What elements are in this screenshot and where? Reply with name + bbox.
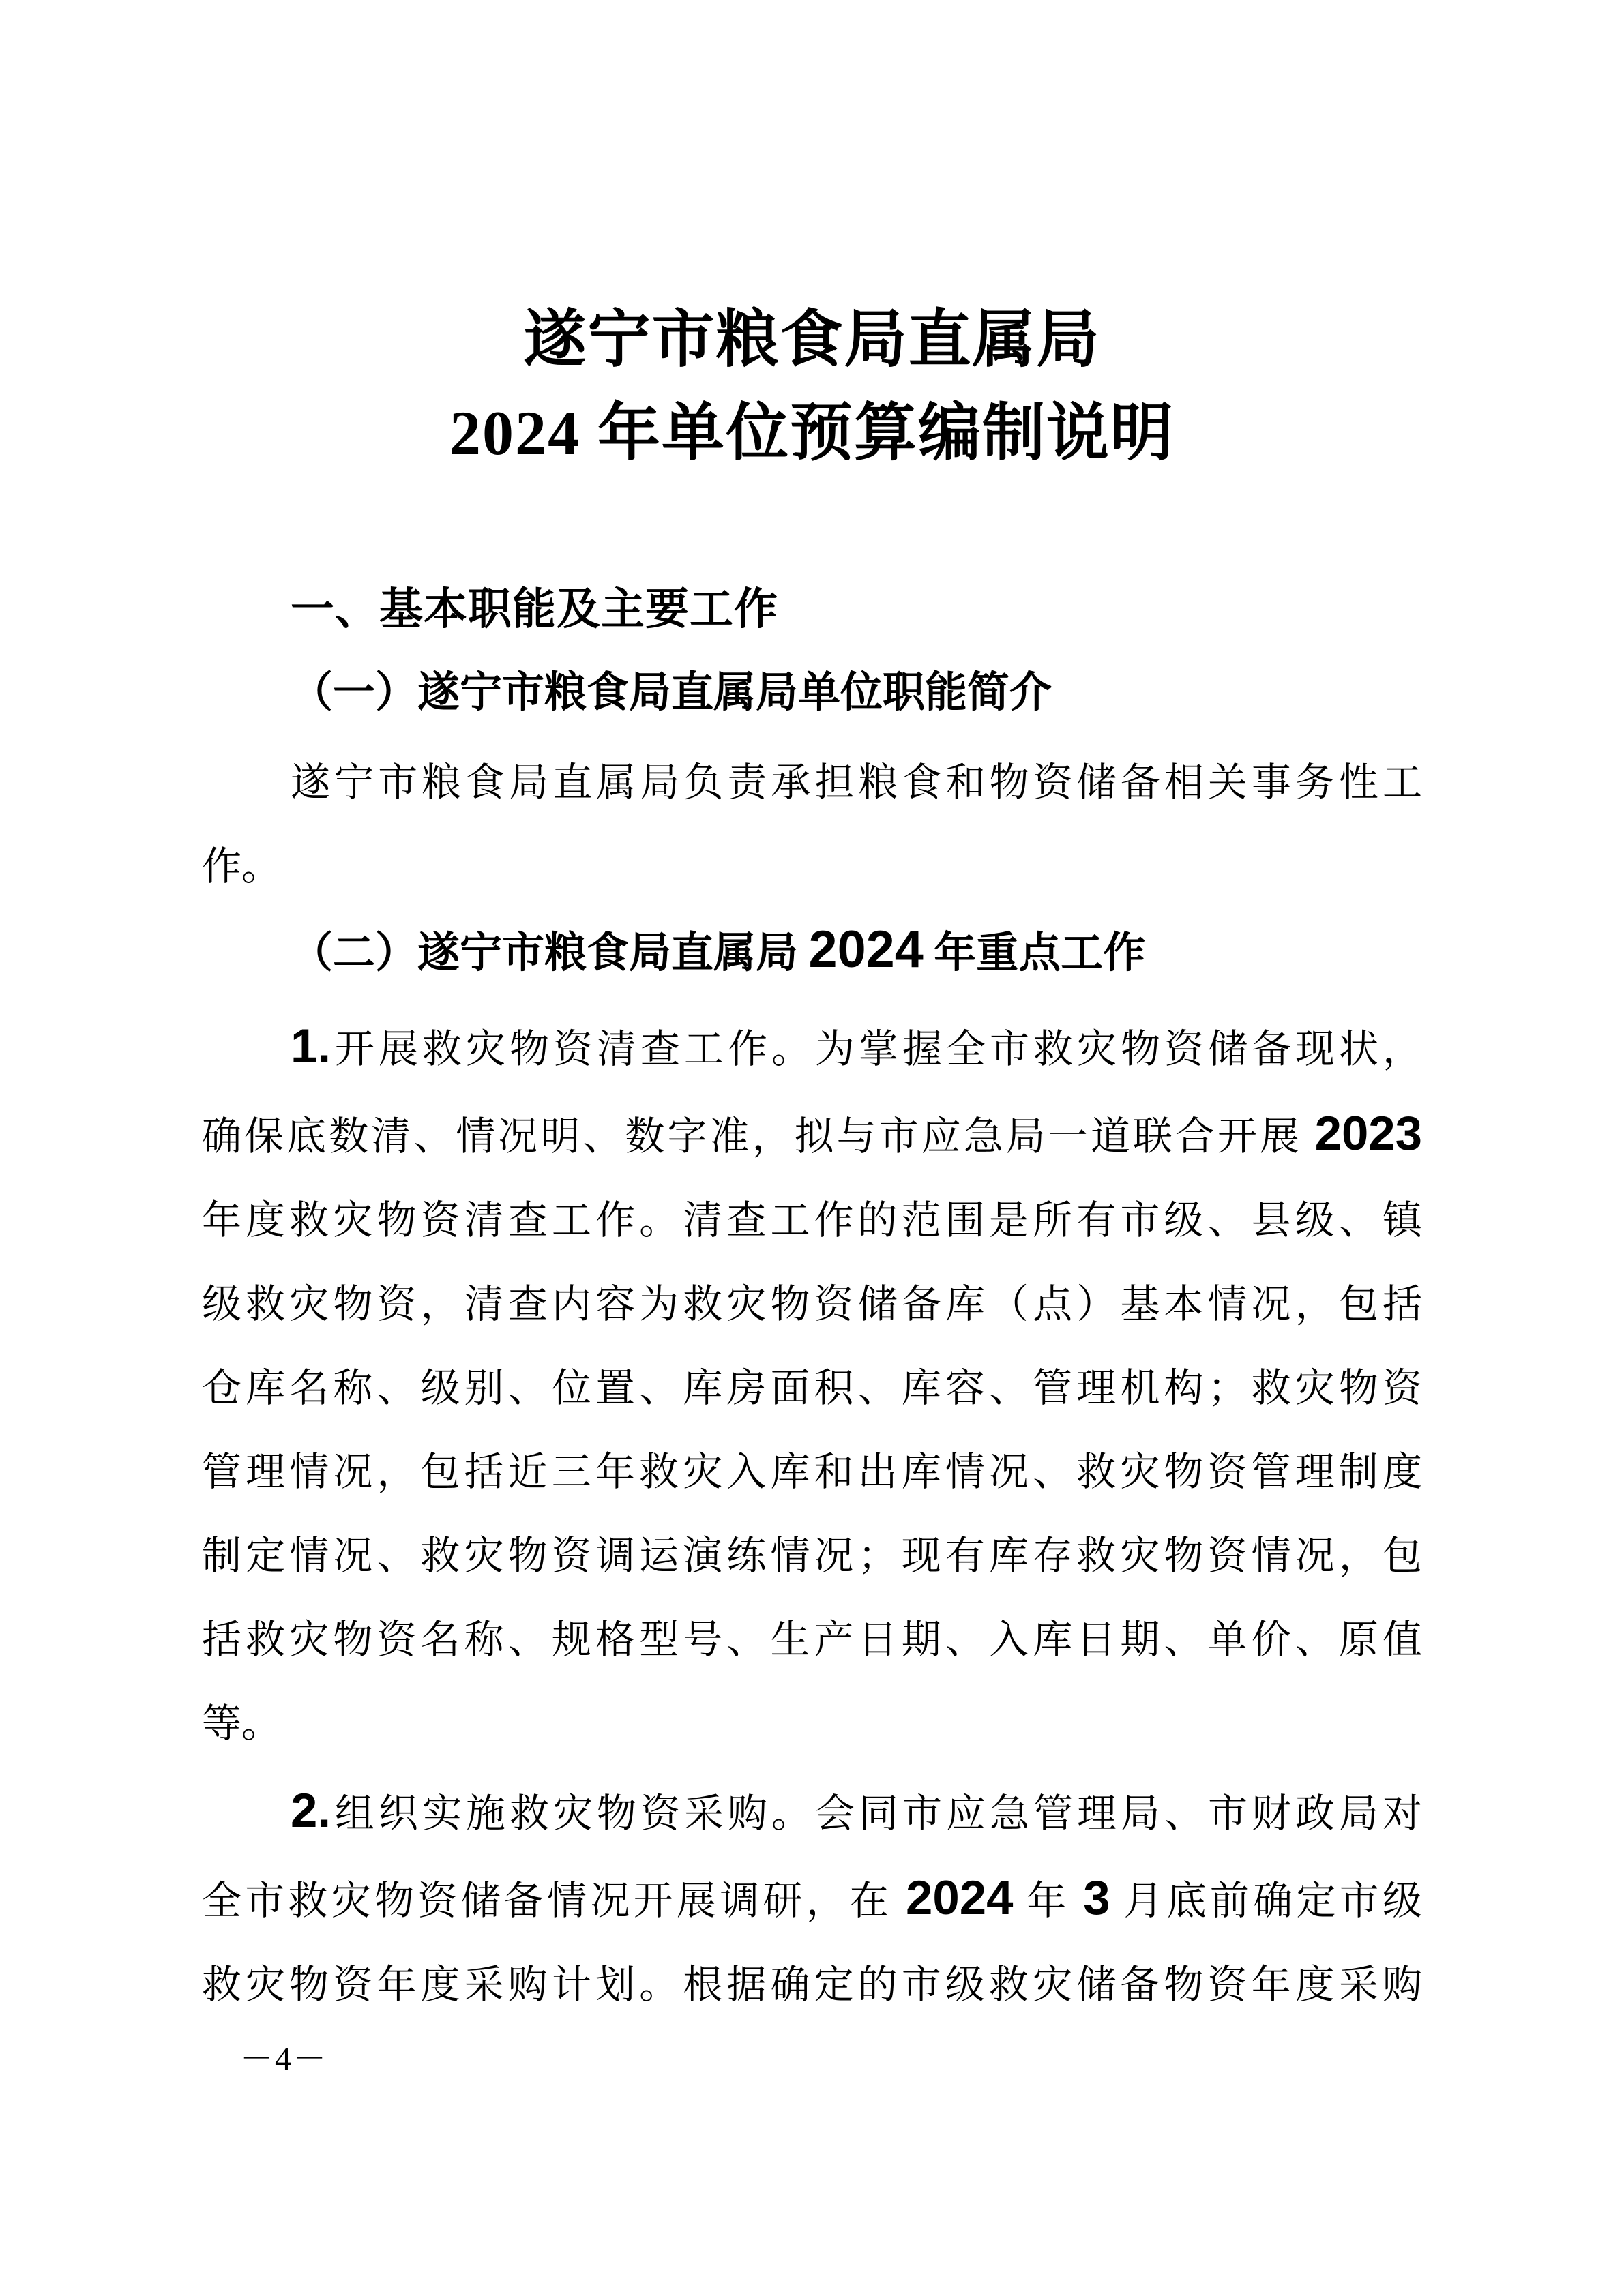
body-line: 仓库名称、级别、位置、库房面积、库容、管理机构；救灾物资 xyxy=(202,1366,1422,1410)
body-line: 制定情况、救灾物资调运演练情况；现有库存救灾物资情况，包 xyxy=(202,1534,1422,1578)
body-line: 1.开展救灾物资清查工作。为掌握全市救灾物资储备现状， xyxy=(291,1019,1422,1073)
body-line: 等。 xyxy=(202,1701,282,1746)
paragraph-intro xyxy=(202,741,1422,908)
body-line: 遂宁市粮食局直属局负责承担粮食和物资储备相关事务性工 xyxy=(291,760,1422,805)
arabic-numeral: 1. xyxy=(291,1019,331,1073)
body-line: 确保底数清、情况明、数字准，拟与市应急局一道联合开展 2023 xyxy=(202,1106,1422,1160)
document-title-line-2: 2024 年单位预算编制说明 xyxy=(449,398,1175,468)
body-line: 作。 xyxy=(202,844,282,889)
body-line: 级救灾物资，清查内容为救灾物资储备库（点）基本情况，包括 xyxy=(202,1282,1422,1326)
arabic-numeral: 2023 xyxy=(1314,1106,1422,1160)
document-body xyxy=(202,567,1422,2027)
body-line: 全市救灾物资储备情况开展调研，在 2024 年 3 月底前确定市级 xyxy=(202,1870,1422,1924)
body-line: 年度救灾物资清查工作。清查工作的范围是所有市级、县级、镇 xyxy=(202,1198,1422,1242)
page-number: －4－ xyxy=(240,2041,329,2077)
subsection-heading-2: （二）遂宁市粮食局直属局 2024 年重点工作 xyxy=(291,921,1146,979)
body-line: 管理情况，包括近三年救灾入库和出库情况、救灾物资管理制度 xyxy=(202,1450,1422,1494)
body-line: 括救灾物资名称、规格型号、生产日期、入库日期、单价、原值 xyxy=(202,1617,1422,1662)
arabic-numeral: 2024 xyxy=(808,921,924,979)
body-line: 救灾物资年度采购计划。根据确定的市级救灾储备物资年度采购 xyxy=(202,1963,1422,2007)
paragraph-task2 xyxy=(202,1768,1422,2027)
document-title-line-1: 遂宁市粮食局直属局 xyxy=(523,305,1101,374)
arabic-numeral: 2. xyxy=(291,1783,331,1837)
section-heading-1: 一、基本职能及主要工作 xyxy=(291,584,778,633)
body-line: 2.组织实施救灾物资采购。会同市应急管理局、市财政局对 xyxy=(291,1783,1422,1837)
arabic-numeral: 2024 xyxy=(906,1870,1014,1924)
document-title xyxy=(202,293,1422,480)
arabic-numeral: 3 xyxy=(1083,1870,1110,1924)
subsection-heading-1: （一）遂宁市粮食局直属局单位职能简介 xyxy=(291,670,1052,716)
paragraph-task1 xyxy=(202,1004,1422,1765)
